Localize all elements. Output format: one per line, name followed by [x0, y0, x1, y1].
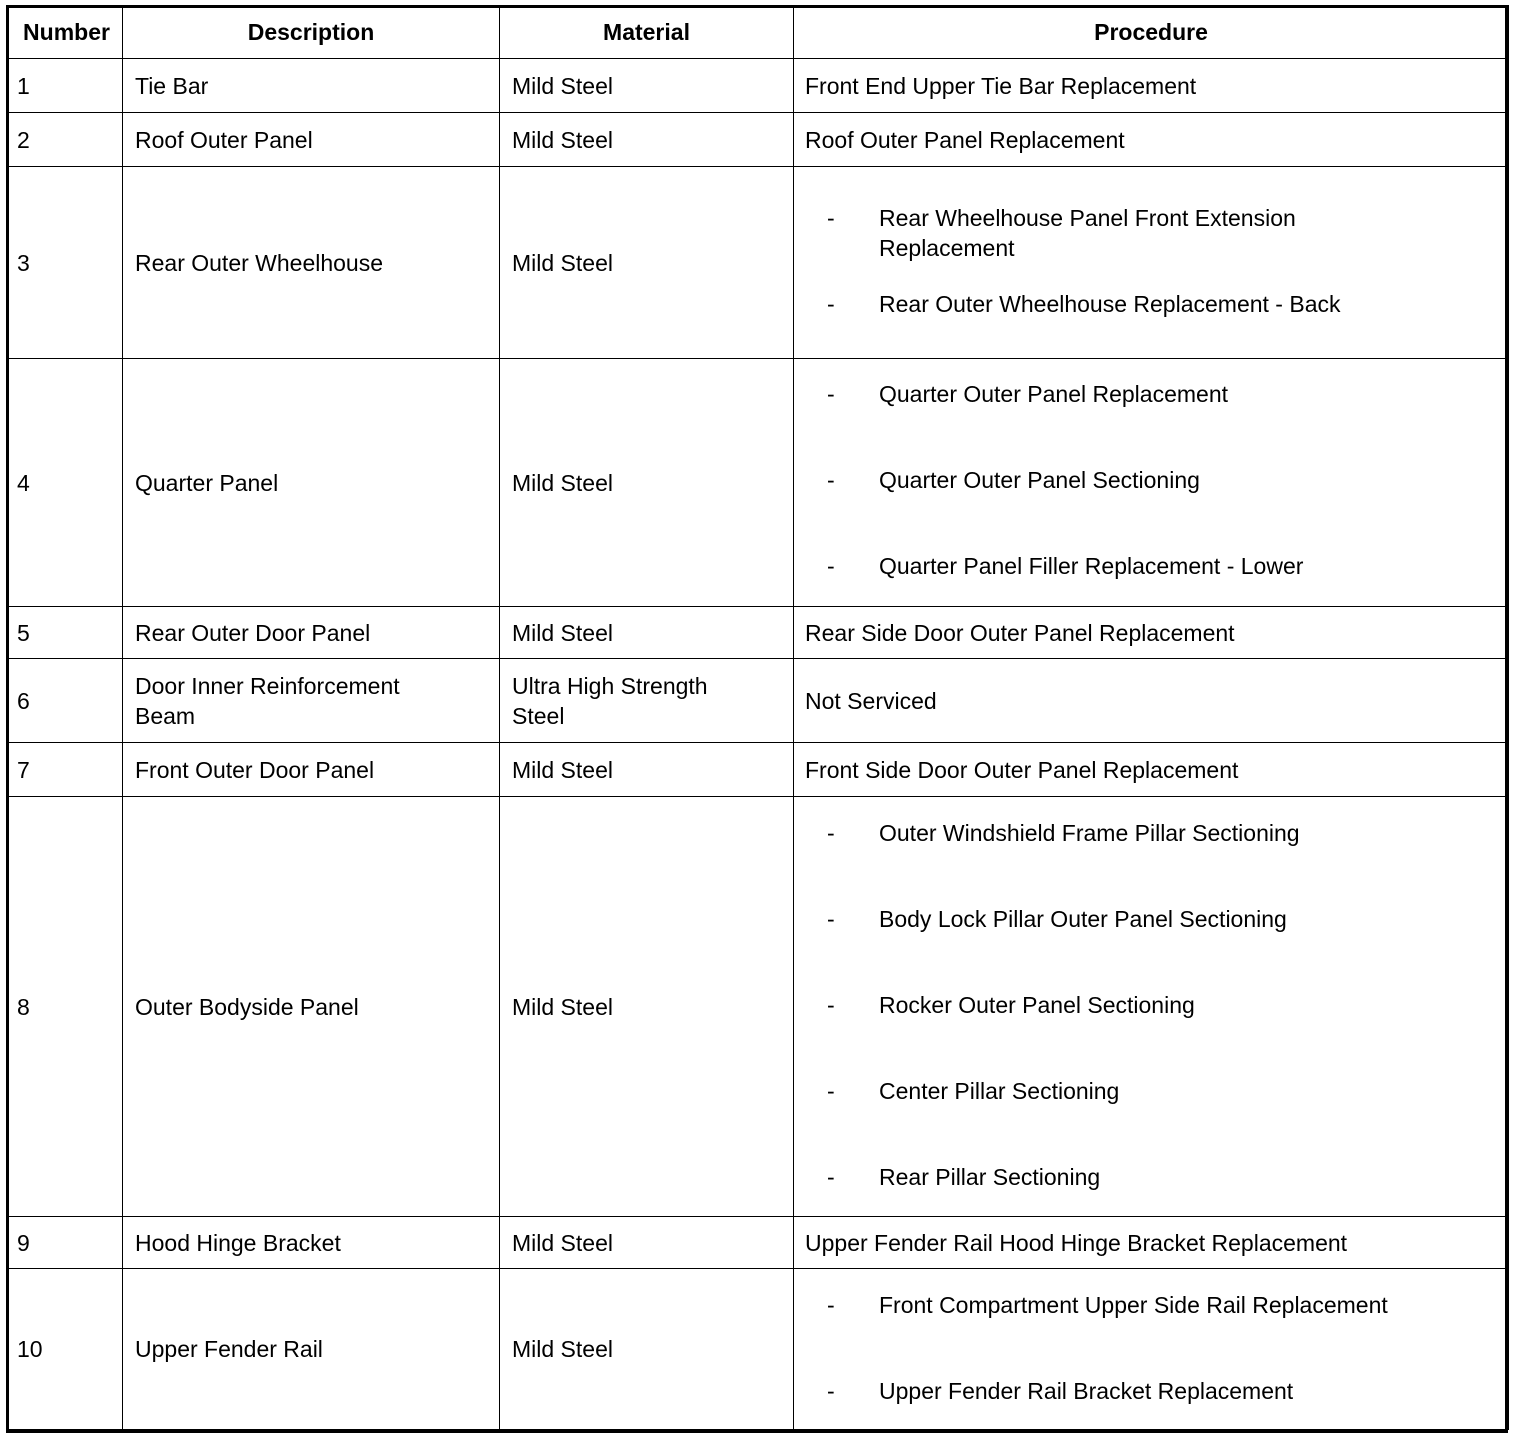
cell-number: 10: [7, 1269, 123, 1430]
cell-description: Quarter Panel: [123, 359, 500, 607]
cell-number: 5: [7, 607, 123, 659]
cell-number: 3: [7, 167, 123, 359]
procedure-item: [805, 818, 1498, 848]
table-row: [7, 1217, 1509, 1269]
bullet-dash: -: [827, 1164, 835, 1190]
procedure-list: [805, 1277, 1498, 1422]
table-row: [7, 167, 1509, 359]
procedure-text: Rear Outer Wheelhouse Replacement - Back: [879, 291, 1341, 317]
procedure-text: Upper Fender Rail Bracket Replacement: [879, 1377, 1294, 1404]
procedure-item: [805, 1076, 1498, 1106]
cell-procedure: [794, 1269, 1509, 1430]
column-header-procedure: Procedure: [794, 6, 1509, 59]
column-header-number: Number: [7, 6, 123, 59]
procedure-text: Body Lock Pillar Outer Panel Sectioning: [879, 906, 1287, 932]
procedure-item: [805, 1162, 1498, 1192]
procedure-item: [805, 1376, 1498, 1406]
cell-material: Mild Steel: [500, 59, 794, 113]
table-row: [7, 1269, 1509, 1430]
table-row: [7, 59, 1509, 113]
cell-material: Mild Steel: [500, 1269, 794, 1430]
cell-procedure: [794, 797, 1509, 1217]
bullet-dash: -: [827, 467, 835, 493]
bullet-dash: -: [827, 820, 835, 846]
bullet-dash: -: [827, 553, 835, 579]
procedure-item: [805, 465, 1498, 495]
cell-number: 6: [7, 659, 123, 743]
cell-description: Rear Outer Door Panel: [123, 607, 500, 659]
cell-material: Mild Steel: [500, 113, 794, 167]
procedure-item: [805, 551, 1498, 581]
procedure-text: Center Pillar Sectioning: [879, 1078, 1120, 1104]
procedure-text: Outer Windshield Frame Pillar Sectioning: [879, 820, 1300, 846]
procedure-text: Rocker Outer Panel Sectioning: [879, 992, 1195, 1018]
cell-description: Upper Fender Rail: [123, 1269, 500, 1430]
header-row: [7, 6, 1509, 59]
cell-material: Ultra High Strength Steel: [500, 659, 794, 743]
cell-procedure: Upper Fender Rail Hood Hinge Bracket Replacement: [794, 1217, 1509, 1269]
bullet-dash: -: [827, 992, 835, 1018]
cell-material: Mild Steel: [500, 743, 794, 797]
procedure-text: Rear Wheelhouse Panel Front Extension Replacement: [879, 205, 1296, 261]
cell-procedure: Roof Outer Panel Replacement: [794, 113, 1509, 167]
procedure-list: [805, 190, 1498, 335]
procedure-item: [805, 1290, 1498, 1320]
cell-number: 4: [7, 359, 123, 607]
cell-procedure: Rear Side Door Outer Panel Replacement: [794, 607, 1509, 659]
procedure-text: Quarter Outer Panel Sectioning: [879, 467, 1200, 493]
procedure-item: [805, 379, 1498, 409]
procedure-item: [805, 289, 1498, 319]
cell-number: 8: [7, 797, 123, 1217]
table-row: [7, 659, 1509, 743]
cell-material: Mild Steel: [500, 797, 794, 1217]
table-row: [7, 743, 1509, 797]
cell-description: Roof Outer Panel: [123, 113, 500, 167]
cell-material: Mild Steel: [500, 167, 794, 359]
cell-procedure: [794, 167, 1509, 359]
table-row: [7, 797, 1509, 1217]
cell-number: 1: [7, 59, 123, 113]
procedure-text: Rear Pillar Sectioning: [879, 1164, 1101, 1190]
procedure-text: Quarter Panel Filler Replacement - Lower: [879, 553, 1304, 579]
bullet-dash: -: [827, 1078, 835, 1104]
cell-description: Hood Hinge Bracket: [123, 1217, 500, 1269]
cell-number: 7: [7, 743, 123, 797]
bullet-dash: -: [827, 906, 835, 932]
table-row: [7, 113, 1509, 167]
column-header-description: Description: [123, 6, 500, 59]
bullet-dash: -: [827, 381, 835, 407]
cell-number: 2: [7, 113, 123, 167]
cell-description: Rear Outer Wheelhouse: [123, 167, 500, 359]
table-row: [7, 607, 1509, 659]
cell-description: Tie Bar: [123, 59, 500, 113]
procedure-list: [805, 805, 1498, 1208]
cell-procedure: Front Side Door Outer Panel Replacement: [794, 743, 1509, 797]
cell-material: Mild Steel: [500, 607, 794, 659]
procedure-text: Front Compartment Upper Side Rail Replacement: [879, 1291, 1388, 1318]
procedure-item: [805, 203, 1498, 263]
procedure-text: Quarter Outer Panel Replacement: [879, 381, 1229, 407]
cell-procedure: Front End Upper Tie Bar Replacement: [794, 59, 1509, 113]
cell-material: Mild Steel: [500, 359, 794, 607]
table-row: [7, 359, 1509, 607]
cell-number: 9: [7, 1217, 123, 1269]
bullet-dash: -: [827, 1377, 835, 1404]
procedure-item: [805, 904, 1498, 934]
cell-description: Outer Bodyside Panel: [123, 797, 500, 1217]
bullet-dash: -: [827, 1291, 835, 1318]
cell-procedure: [794, 359, 1509, 607]
procedure-list: [805, 368, 1498, 597]
parts-table: [6, 5, 1509, 1430]
column-header-material: Material: [500, 6, 794, 59]
bullet-dash: -: [827, 205, 835, 231]
cell-material: Mild Steel: [500, 1217, 794, 1269]
cell-procedure: Not Serviced: [794, 659, 1509, 743]
procedure-item: [805, 990, 1498, 1020]
cell-description: Door Inner Reinforcement Beam: [123, 659, 500, 743]
cell-description: Front Outer Door Panel: [123, 743, 500, 797]
bullet-dash: -: [827, 291, 835, 317]
